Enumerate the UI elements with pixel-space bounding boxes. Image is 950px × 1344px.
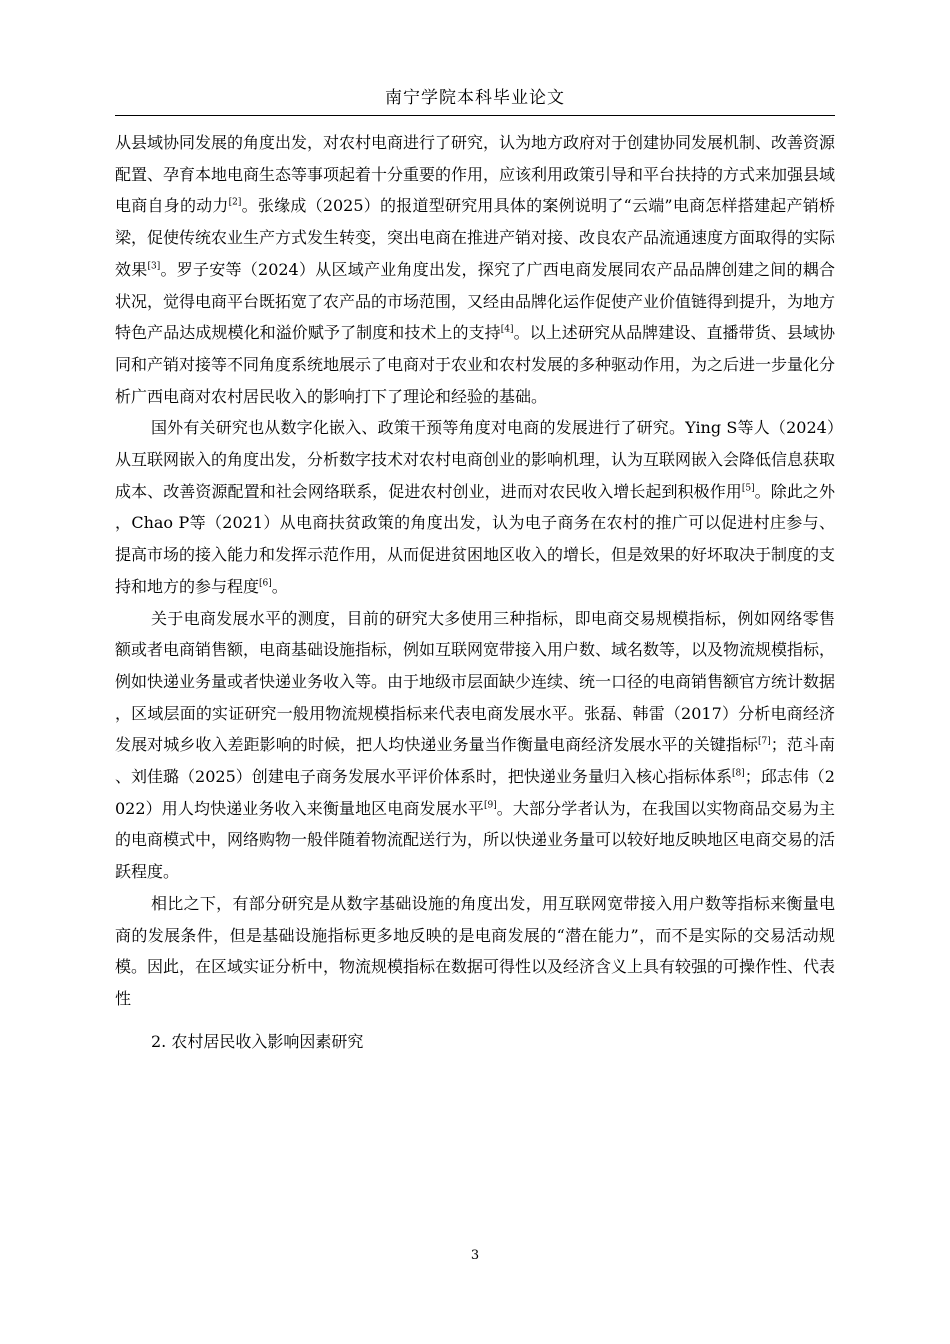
citation-6: [6] xyxy=(259,578,272,589)
text-run: ；范斗南、刘佳璐（2025）创建电子商务发展水平评价体系时，把快递业务量归入核心指标体系 xyxy=(115,735,835,787)
text-run: 。 xyxy=(271,576,288,596)
paragraph-3 xyxy=(115,603,835,888)
text-run: 相比之下，有部分研究是从数字基础设施的角度出发，用互联网宽带接入用户数等指标来衡量电商的发展条件，但是基础设施指标更多地反映的是电商发展的“潜在能力”，而不是实际的交易活动规模。因此，在区域实证分析中，物流规模指标在数据可得性以及经济含义上具有较强的可操作性、代表性 xyxy=(115,893,836,1008)
text-run: 。除此之外，Chao P等（2021）从电商扶贫政策的角度出发，认为电子商务在农村的推广可以促进村庄参与、提高市场的接入能力和发挥示范作用，从而促进贫困地区收入的增长，但是效果的好坏取决于制度的支持和地方的参与程度 xyxy=(115,481,836,596)
paragraph-4 xyxy=(115,888,835,1015)
citation-4: [4] xyxy=(500,324,514,335)
text-run: 国外有关研究也从数字化嵌入、政策干预等角度对电商的发展进行了研究。Ying S等人（2024）从互联网嵌入的角度出发，分析数字技术对农村电商创业的影响机理，认为互联网嵌入会降低信息获取成本、改善资源配置和社会网络联系，促进农村创业，进而对农民收入增长起到积极作用 xyxy=(115,418,836,501)
body-text xyxy=(115,127,835,1057)
citation-8: [8] xyxy=(732,768,745,779)
running-header: 南宁学院本科毕业论文 xyxy=(385,88,565,108)
text-run: 。大部分学者认为，在我国以实物商品交易为主的电商模式中，网络购物一般伴随着物流配送行为，所以快递业务量可以较好地反映地区电商交易的活跃程度。 xyxy=(115,798,836,882)
citation-5: [5] xyxy=(741,483,755,494)
section-heading: 2. 农村居民收入影响因素研究 xyxy=(151,1031,364,1051)
text-run: 。罗子安等（2024）从区域产业角度出发，探究了广西电商发展同农产品品牌创建之间的耦合状况，觉得电商平台既拓宽了农产品的市场范围，又经由品牌化运作促使产业价值链得到提升，为地方特色产品达成规模化和溢价赋予了制度和技术上的支持 xyxy=(115,259,836,343)
header-rule xyxy=(115,115,835,116)
citation-9: [9] xyxy=(483,800,497,811)
citation-7: [7] xyxy=(758,737,771,748)
citation-2: [2] xyxy=(228,198,242,209)
text-run: 。张缘成（2025）的报道型研究用具体的案例说明了“云端”电商怎样搭建起产销桥梁，促使传统农业生产方式发生转变，突出电商在推进产销对接、改良农产品流通速度方面取得的实际效果 xyxy=(115,196,836,279)
text-run: 从县域协同发展的角度出发，对农村电商进行了研究，认为地方政府对于创建协同发展机制、改善资源配置、孕育本地电商生态等事项起着十分重要的作用，应该利用政策引导和平台扶持的方式来加强县域电商自身的动力 xyxy=(115,133,836,216)
text-run: 。以上述研究从品牌建设、直播带货、县域协同和产销对接等不同角度系统地展示了电商对于农业和农村发展的多种驱动作用，为之后进一步量化分析广西电商对农村居民收入的影响打下了理论和经验的基础。 xyxy=(115,323,836,406)
citation-3: [3] xyxy=(147,261,161,272)
text-run: 关于电商发展水平的测度，目前的研究大多使用三种指标，即电商交易规模指标，例如网络零售额或者电商销售额，电商基础设施指标，例如互联网宽带接入用户数、域名数等，以及物流规模指标，例如快递业务量或者快递业务收入等。由于地级市层面缺少连续、统一口径的电商销售额官方统计数据，区域层面的实证研究一般用物流规模指标来代表电商发展水平。张磊、韩雷（2017）分析电商经济发展对城乡收入差距影响的时候，把人均快递业务量当作衡量电商经济发展水平的关键指标 xyxy=(115,608,836,755)
paragraph-2 xyxy=(115,412,835,602)
text-run: ；邱志伟（2022）用人均快递业务收入来衡量地区电商发展水平 xyxy=(115,767,835,818)
page-number: 3 xyxy=(470,1248,480,1263)
paragraph-1 xyxy=(115,127,835,412)
